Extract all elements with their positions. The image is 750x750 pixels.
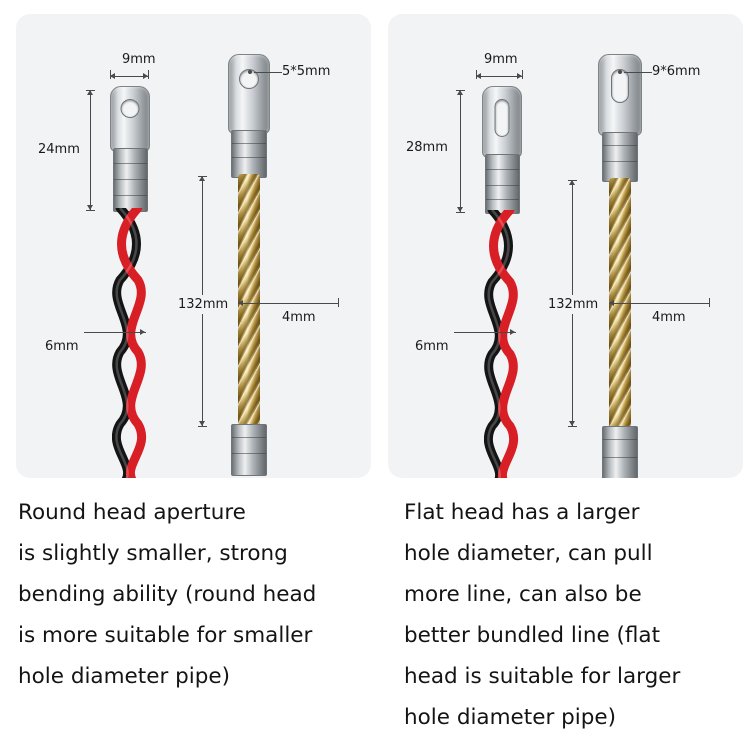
round-head-caption: [18, 492, 370, 697]
rope-ferrule-top: [602, 132, 638, 182]
dim-eye-hole-label: 5*5mm: [282, 64, 331, 79]
dim-wire-diameter-label: 6mm: [45, 339, 79, 354]
caption-line: is slightly smaller, strong: [18, 541, 288, 566]
caption-line: Round head aperture: [18, 500, 246, 525]
caption-line: head is suitable for larger: [404, 664, 681, 689]
dim-rope-diameter-label: 4mm: [282, 310, 316, 325]
rope-head-hole: [611, 69, 629, 103]
dim-rope-length-label: 132mm: [178, 297, 229, 312]
dim-rope-diameter-line: [609, 303, 709, 304]
dim-eye-hole-leader: [254, 72, 282, 73]
caption-line: hole diameter pipe): [404, 705, 616, 730]
flat-head-panel: [388, 14, 743, 478]
caption-line: more line, can also be: [404, 582, 642, 607]
dim-head-length-label: 28mm: [406, 140, 448, 155]
flat-head-rope-assembly: [388, 14, 743, 478]
flat-head-caption: [404, 492, 744, 738]
caption-line: Flat head has a larger: [404, 500, 640, 525]
round-head-rope-assembly: [16, 14, 371, 478]
caption-line: bending ability (round head: [18, 582, 317, 607]
caption-line: hole diameter, can pull: [404, 541, 653, 566]
caption-line: hole diameter pipe): [18, 664, 230, 689]
round-head-panel: [16, 14, 371, 478]
rope-head-eye: [598, 54, 642, 136]
dim-wire-diameter-label: 6mm: [415, 339, 449, 354]
dim-rope-diameter-line: [238, 303, 338, 304]
dim-eye-hole-leader: [624, 72, 652, 73]
caption-line: is more suitable for smaller: [18, 623, 313, 648]
dim-rope-diameter-label: 4mm: [652, 310, 686, 325]
rope-head-eye: [228, 54, 270, 134]
dim-head-width-label: 9mm: [122, 52, 156, 67]
dim-head-length-label: 24mm: [38, 142, 80, 157]
rope-ferrule-bottom: [231, 424, 267, 476]
caption-line: better bundled line (flat: [404, 623, 661, 648]
rope-ferrule-top: [231, 130, 267, 178]
dim-eye-hole-label: 9*6mm: [652, 64, 701, 79]
rope-ferrule-bottom: [602, 426, 638, 478]
dim-rope-length-label: 132mm: [548, 297, 599, 312]
dim-head-width-label: 9mm: [484, 52, 518, 67]
